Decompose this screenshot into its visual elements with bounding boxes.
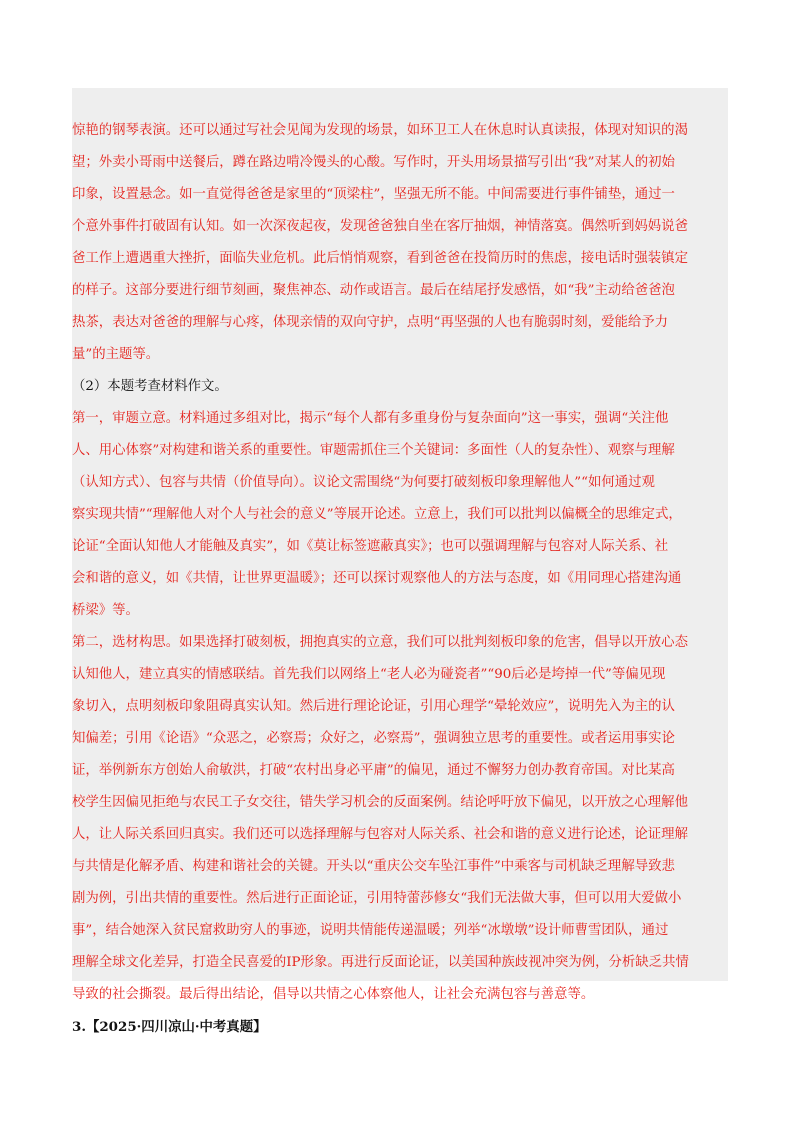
answer-line: 导致的社会撕裂。最后得出结论，倡导以共情之心体察他人，让社会充满包容与善意等。 [72, 987, 595, 1002]
answer-line: 量”的主题等。 [72, 347, 160, 362]
answer-line: 的样子。这部分要进行细节刻画，聚焦神态、动作或语言。最后在结尾抒发感悟，如“我”主动给爸爸泡 [72, 283, 675, 298]
answer-line: 认知他人，建立真实的情感联结。首先我们以网络上“老人必为碰瓷者”“90后必是垮掉一代”等偏见现 [72, 667, 666, 682]
answer-line: 人、用心体察”对构建和谐关系的重要性。审题需抓住三个关键词：多面性（人的复杂性）、观察与理解 [72, 443, 675, 458]
subquestion-label: （2）本题考查材料作文。 [72, 379, 228, 394]
answer-line: 惊艳的钢琴表演。还可以通过写社会见闻为发现的场景，如环卫工人在休息时认真读报，体现对知识的渴 [72, 123, 688, 138]
answer-line: 个意外事件打破固有认知。如一次深夜起夜，发现爸爸独自坐在客厅抽烟，神情落寞。偶然听到妈妈说爸 [72, 219, 688, 234]
answer-line: （认知方式）、包容与共情（价值导向）。议论文需围绕“为何要打破刻板印象理解他人”“如何通过观 [72, 475, 655, 490]
answer-line: 与共情是化解矛盾、构建和谐社会的关键。开头以“重庆公交车坠江事件”中乘客与司机缺乏理解导致悲 [72, 859, 675, 874]
answer-line: 第一，审题立意。材料通过多组对比，揭示“每个人都有多重身份与复杂面向”这一事实，强调“关注他 [72, 411, 669, 426]
answer-line: 象切入，点明刻板印象阻碍真实认知。然后进行理论论证，引用心理学“晕轮效应”，说明先入为主的认 [72, 699, 675, 714]
answer-line: 知偏差；引用《论语》“众恶之，必察焉；众好之，必察焉”，强调独立思考的重要性。或者运用事实论 [72, 731, 675, 746]
answer-line: 理解全球文化差异，打造全民喜爱的IP形象。再进行反面论证，以美国种族歧视冲突为例，分析缺乏共情 [72, 955, 689, 970]
answer-line: 第二，选材构思。如果选择打破刻板，拥抱真实的立意，我们可以批判刻板印象的危害，倡导以开放心态 [72, 635, 688, 650]
answer-line: 爸工作上遭遇重大挫折，面临失业危机。此后悄悄观察，看到爸爸在投简历时的焦虑，接电话时强装镇定 [72, 251, 688, 266]
answer-line: 证，举例新东方创始人俞敏洪，打破“农村出身必平庸”的偏见，通过不懈努力创办教育帝国。对比某高 [72, 763, 675, 778]
answer-line: 校学生因偏见拒绝与农民工子女交往，错失学习机会的反面案例。结论呼吁放下偏见，以开放之心理解他 [72, 795, 688, 810]
next-question-heading: 3.【2025·四川凉山·中考真题】 [72, 1019, 267, 1035]
answer-line: 热茶，表达对爸爸的理解与心疼，体现亲情的双向守护，点明“再坚强的人也有脆弱时刻，爱能给予力 [72, 315, 669, 330]
answer-line: 论证“全面认知他人才能触及真实”，如《莫让标签遮蔽真实》；也可以强调理解与包容对人际关系、社 [72, 539, 669, 554]
answer-line: 剧为例，引出共情的重要性。然后进行正面论证，引用特蕾莎修女“我们无法做大事，但可以用大爱做小 [72, 891, 682, 906]
answer-line: 察实现共情”“理解他人对个人与社会的意义”等展开论述。立意上，我们可以批判以偏概全的思维定式， [72, 507, 682, 522]
answer-line: 望；外卖小哥雨中送餐后，蹲在路边啃冷馒头的心酸。写作时，开头用场景描写引出“我”对某人的初始 [72, 155, 675, 170]
answer-line: 人，让人际关系回归真实。我们还可以选择理解与包容对人际关系、社会和谐的意义进行论述，论证理解 [72, 827, 688, 842]
answer-line: 事”，结合她深入贫民窟救助穷人的事迹，说明共情能传递温暖；列举“冰墩墩”设计师曹雪团队，通过 [72, 923, 669, 938]
answer-line: 桥梁》等。 [72, 603, 139, 618]
answer-line: 印象，设置悬念。如一直觉得爸爸是家里的“顶梁柱”，坚强无所不能。中间需要进行事件铺垫，通过一 [72, 187, 675, 202]
answer-line: 会和谐的意义，如《共情，让世界更温暖》；还可以探讨观察他人的方法与态度，如《用同理心搭建沟通 [72, 571, 682, 586]
